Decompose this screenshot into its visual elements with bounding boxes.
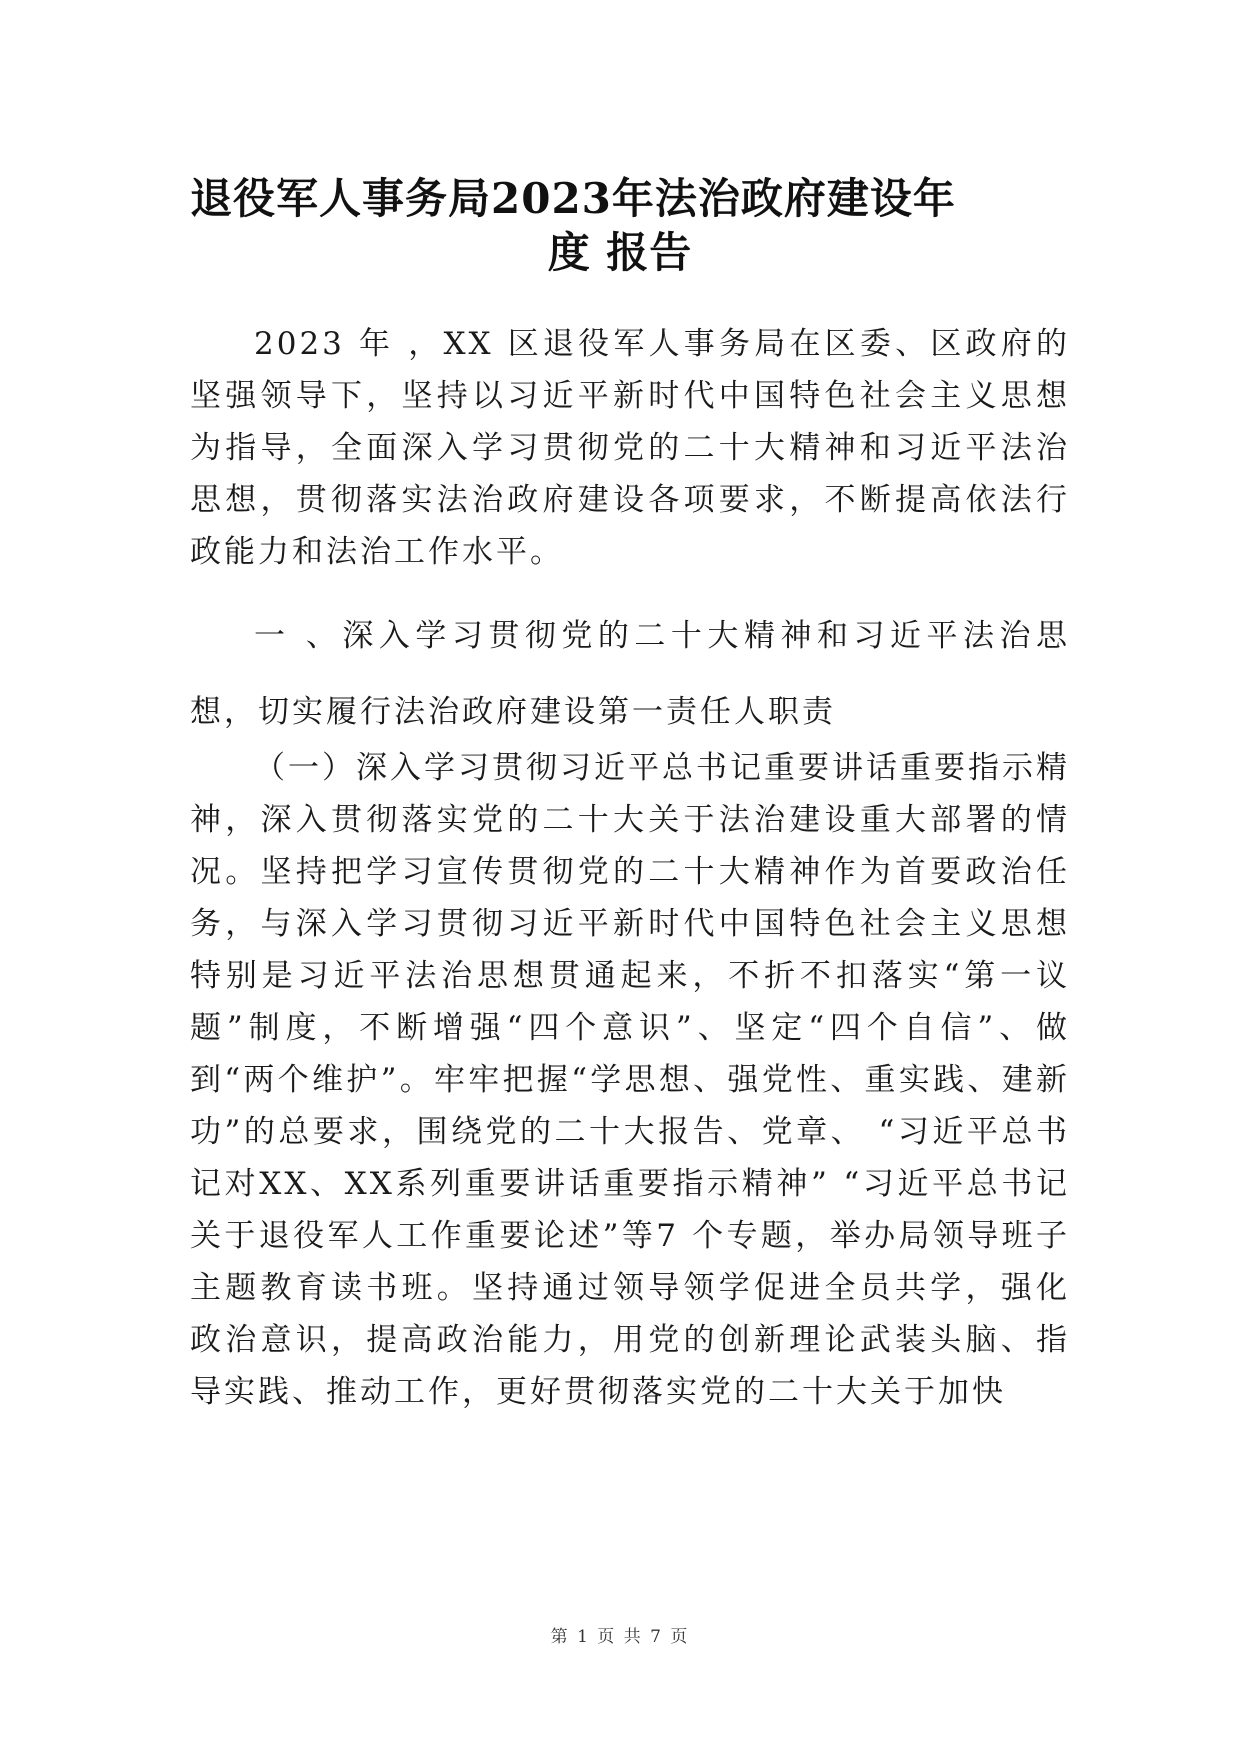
title-line-1: 退役军人事务局2023年法治政府建设年	[190, 174, 956, 223]
title-line-2: 度 报告	[547, 228, 693, 277]
document-title	[190, 172, 1050, 280]
section-heading-block	[190, 598, 1070, 750]
section-1-heading: 一 、深入学习贯彻党的二十大精神和习近平法治思想，切实履行法治政府建设第一责任人职责	[190, 618, 1070, 730]
intro-paragraph-block	[190, 318, 1070, 578]
intro-paragraph: 2023 年 ，XX 区退役军人事务局在区委、区政府的坚强领导下，坚持以习近平新时代中国特色社会主义思想为指导，全面深入学习贯彻党的二十大精神和习近平法治思想，贯彻落实法治政府建设各项要求，不断提高依法行政能力和法治工作水平。	[190, 326, 1070, 570]
subsection-1-paragraph: （一）深入学习贯彻习近平总书记重要讲话重要指示精神，深入贯彻落实党的二十大关于法治建设重大部署的情况。坚持把学习宣传贯彻党的二十大精神作为首要政治任务，与深入学习贯彻习近平新时代中国特色社会主义思想特别是习近平法治思想贯通起来，不折不扣落实“第一议题”制度，不断增强“四个意识”、坚定“四个自信”、做到“两个维护”。牢牢把握“学思想、强党性、重实践、建新功”的总要求，围绕党的二十大报告、党章、 “习近平总书记对XX、XX系列重要讲话重要指示精神” “习近平总书记关于退役军人工作重要论述”等7 个专题，举办局领导班子主题教育读书班。坚持通过领导领学促进全员共学，强化政治意识，提高政治能力，用党的创新理论武装头脑、指导实践、推动工作，更好贯彻落实党的二十大关于加快	[190, 750, 1070, 1410]
subsection-paragraph-block	[190, 742, 1070, 1418]
page-number-footer: 第 1 页 共 7 页	[550, 1627, 690, 1647]
